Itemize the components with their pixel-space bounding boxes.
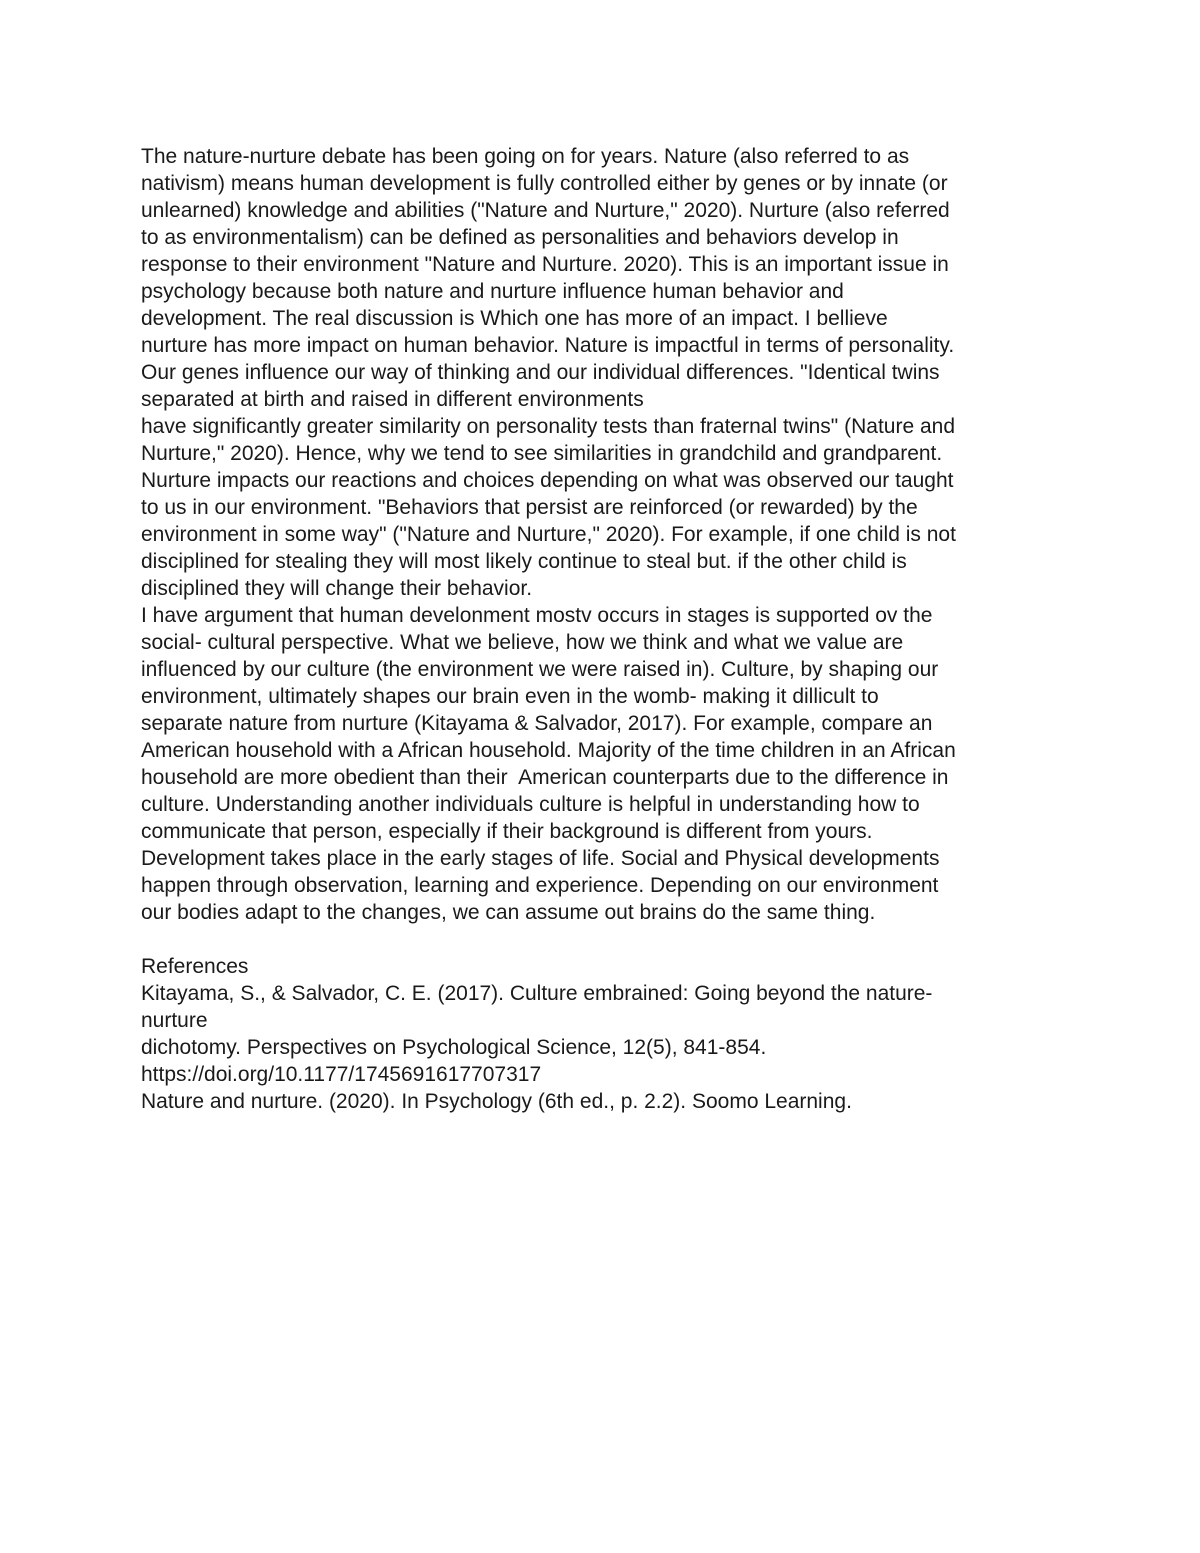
body-line: The nature-nurture debate has been going on for years. Nature (also referred to as xyxy=(141,145,910,168)
body-line: I have argument that human develonment mostv occurs in stages is supported ov the xyxy=(141,604,933,627)
body-line: Nurture impacts our reactions and choices depending on what was observed our taught xyxy=(141,469,954,492)
essay-body xyxy=(141,143,1101,926)
body-line: environment, ultimately shapes our brain even in the womb- making it dillicult to xyxy=(141,685,879,708)
references-section xyxy=(141,953,1101,1115)
references-heading: References xyxy=(141,955,249,978)
body-line: our bodies adapt to the changes, we can assume out brains do the same thing. xyxy=(141,901,876,924)
reference-line: Kitayama, S., & Salvador, C. E. (2017). Culture embrained: Going beyond the nature- xyxy=(141,982,933,1005)
body-line: household are more obedient than their American counterparts due to the difference in xyxy=(141,766,949,789)
reference-line: nurture xyxy=(141,1009,208,1032)
body-line: response to their environment "Nature and Nurture. 2020). This is an important issue in xyxy=(141,253,949,276)
body-line: American household with a African household. Majority of the time children in an African xyxy=(141,739,956,762)
body-line: psychology because both nature and nurture influence human behavior and xyxy=(141,280,844,303)
body-line: social- cultural perspective. What we believe, how we think and what we value are xyxy=(141,631,904,654)
body-line: to as environmentalism) can be defined as personalities and behaviors develop in xyxy=(141,226,899,249)
body-line: unlearned) knowledge and abilities ("Nature and Nurture," 2020). Nurture (also referred xyxy=(141,199,950,222)
body-line: have significantly greater similarity on personality tests than fraternal twins" (Nature and xyxy=(141,415,955,438)
body-line: influenced by our culture (the environment we were raised in). Culture, by shaping our xyxy=(141,658,939,681)
body-line: to us in our environment. "Behaviors that persist are reinforced (or rewarded) by the xyxy=(141,496,918,519)
reference-doi-link[interactable]: https://doi.org/10.1177/1745691617707317 xyxy=(141,1063,542,1086)
reference-line: dichotomy. Perspectives on Psychological Science, 12(5), 841-854. xyxy=(141,1036,767,1059)
body-line: separate nature from nurture (Kitayama & Salvador, 2017). For example, compare an xyxy=(141,712,933,735)
paragraph-spacer xyxy=(141,926,1101,953)
body-line: Development takes place in the early stages of life. Social and Physical developments xyxy=(141,847,940,870)
body-line: separated at birth and raised in different environments xyxy=(141,388,644,411)
reference-line: Nature and nurture. (2020). In Psychology (6th ed., p. 2.2). Soomo Learning. xyxy=(141,1090,852,1113)
body-line: environment in some way" ("Nature and Nurture," 2020). For example, if one child is not xyxy=(141,523,956,546)
body-line: Our genes influence our way of thinking and our individual differences. "Identical twins xyxy=(141,361,940,384)
body-line: nurture has more impact on human behavior. Nature is impactful in terms of personality. xyxy=(141,334,955,357)
body-line: disciplined they will change their behavior. xyxy=(141,577,533,600)
body-line: development. The real discussion is Which one has more of an impact. I bellieve xyxy=(141,307,888,330)
body-line: nativism) means human development is fully controlled either by genes or by innate (or xyxy=(141,172,948,195)
body-line: Nurture," 2020). Hence, why we tend to see similarities in grandchild and grandparent. xyxy=(141,442,943,465)
body-line: happen through observation, learning and experience. Depending on our environment xyxy=(141,874,939,897)
body-line: communicate that person, especially if their background is different from yours. xyxy=(141,820,873,843)
body-line: disciplined for stealing they will most likely continue to steal but. if the other child is xyxy=(141,550,907,573)
body-line: culture. Understanding another individuals culture is helpful in understanding how to xyxy=(141,793,920,816)
document-text xyxy=(141,143,1101,1115)
